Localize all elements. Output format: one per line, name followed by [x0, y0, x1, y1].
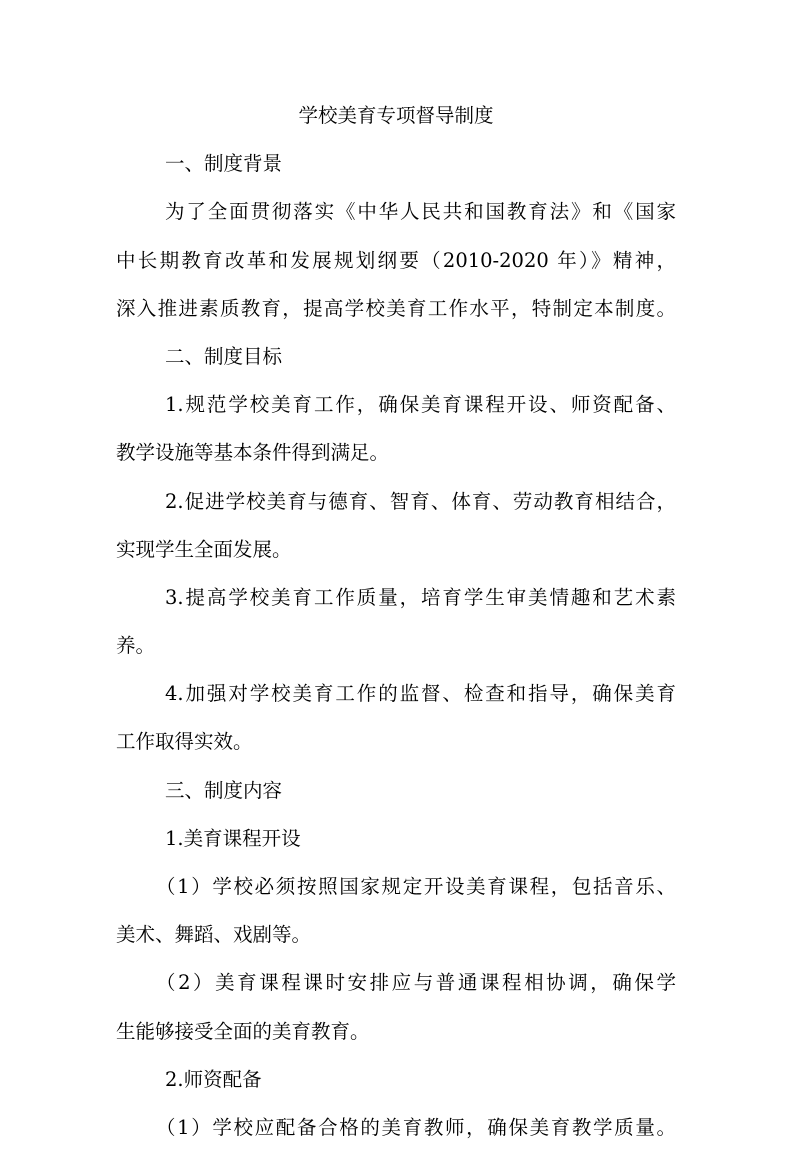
- paragraph-line: 为了全面贯彻落实《中华人民共和国教育法》和《国家: [165, 200, 676, 224]
- paragraph-line: （2）美育课程课时安排应与普通课程相协调，确保学: [156, 971, 676, 995]
- paragraph-line: 3.提高学校美育工作质量，培育学生审美情趣和艺术素: [165, 585, 676, 609]
- paragraph-line: 4.加强对学校美育工作的监督、检查和指导，确保美育: [165, 682, 676, 706]
- paragraph-line: 养。: [116, 634, 156, 658]
- section-heading-goals: 二、制度目标: [165, 344, 283, 368]
- paragraph-line: 生能够接受全面的美育教育。: [116, 1019, 370, 1043]
- paragraph-line: 中长期教育改革和发展规划纲要（2010-2020 年）》精神，: [116, 248, 676, 272]
- paragraph-line: 工作取得实效。: [116, 730, 253, 754]
- paragraph-line: 美术、舞蹈、戏剧等。: [116, 923, 312, 947]
- subsection-heading-courses: 1.美育课程开设: [165, 826, 301, 850]
- paragraph-line: 深入推进素质教育，提高学校美育工作水平，特制定本制度。: [116, 296, 676, 320]
- paragraph-line: 实现学生全面发展。: [116, 537, 292, 561]
- section-heading-content: 三、制度内容: [165, 778, 283, 802]
- document-title: 学校美育专项督导制度: [298, 104, 494, 127]
- document-body: [116, 92, 676, 1152]
- paragraph-line: 教学设施等基本条件得到满足。: [116, 441, 390, 465]
- subsection-heading-teachers: 2.师资配备: [165, 1067, 262, 1091]
- paragraph-line: （1）学校应配备合格的美育教师，确保美育教学质量。: [156, 1115, 676, 1139]
- paragraph-line: 2.促进学校美育与德育、智育、体育、劳动教育相结合，: [165, 489, 676, 513]
- paragraph-line: 1.规范学校美育工作，确保美育课程开设、师资配备、: [165, 393, 676, 417]
- section-heading-background: 一、制度背景: [165, 152, 283, 176]
- paragraph-line: （1）学校必须按照国家规定开设美育课程，包括音乐、: [156, 875, 676, 898]
